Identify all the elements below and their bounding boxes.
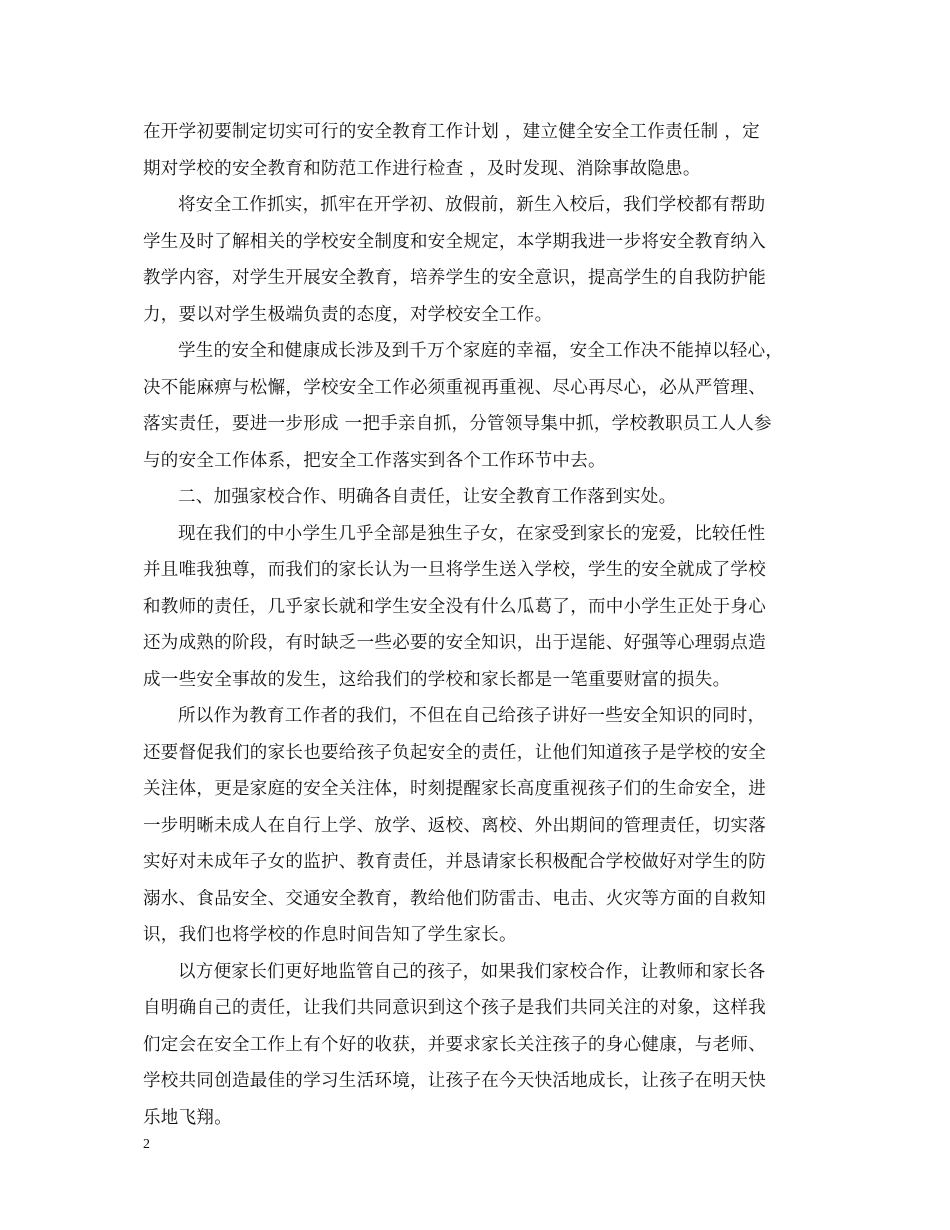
text-line: 成一些安全事故的发生，这给我们的学校和家长都是一笔重要财富的损失。 [143, 669, 731, 690]
text-line: 关注体，更是家庭的安全关注体，时刻提醒家长高度重视孩子们的生命安全，进 [143, 779, 766, 799]
text-line: 识，我们也将学校的作息时间告知了学生家长。 [143, 925, 517, 945]
paragraph-2 [143, 187, 819, 333]
text-line: 所以作为教育工作者的我们，不但在自己给孩子讲好一些安全知识的同时， [178, 706, 766, 726]
text-line: 还为成熟的阶段，有时缺乏一些必要的安全知识，出于逞能、好强等心理弱点造 [143, 633, 766, 653]
text-line: 落实责任，要进一步形成 一把手亲自抓，分管领导集中抓，学校教职员工人人参 [143, 414, 772, 434]
text-line: 期对学校的安全教育和防范工作进行检查 ，及时发现、消除事故隐患。 [143, 158, 701, 179]
text-line: 决不能麻痹与松懈，学校安全工作必须重视再重视、尽心再尽心，必从严管理、 [143, 377, 766, 398]
text-line: 还要督促我们的家长也要给孩子负起安全的责任，让他们知道孩子是学校的安全 [143, 742, 766, 763]
text-line: 和教师的责任，几乎家长就和学生安全没有什么瓜葛了，而中小学生正处于身心 [143, 596, 766, 617]
paragraph-6 [143, 698, 819, 954]
text-line: 一步明晰未成人在自行上学、放学、返校、离校、外出期间的管理责任，切实落 [143, 815, 766, 836]
text-line: 学校共同创造最佳的学习生活环境，让孩子在今天快活地成长，让孩子在明天快 [143, 1071, 766, 1091]
body-text [143, 114, 819, 1136]
text-line: 将安全工作抓实，抓牢在开学初、放假前，新生入校后，我们学校都有帮助 [178, 195, 766, 215]
paragraph-4 [143, 479, 819, 516]
text-line: 在开学初要制定切实可行的安全教育工作计划 ，建立健全安全工作责任制 ，定 [143, 122, 760, 142]
text-line: 教学内容，对学生开展安全教育，培养学生的安全意识，提高学生的自我防护能 [143, 268, 766, 288]
paragraph-5 [143, 516, 819, 699]
text-line: 实好对未成年子女的监护、教育责任，并恳请家长积极配合学校做好对学生的防 [143, 852, 766, 872]
text-line: 们定会在安全工作上有个好的收获，并要求家长关注孩子的身心健康，与老师、 [143, 1034, 766, 1055]
text-line: 力，要以对学生极端负责的态度，对学校安全工作。 [143, 304, 553, 325]
paragraph-3 [143, 333, 819, 479]
paragraph-1 [143, 114, 819, 187]
text-line: 乐地飞翔。 [143, 1107, 232, 1128]
text-line: 现在我们的中小学生几乎全部是独生子女，在家受到家长的宠爱，比较任性 [178, 523, 766, 544]
text-line: 学生的安全和健康成长涉及到千万个家庭的幸福，安全工作决不能掉以轻心， [178, 341, 784, 361]
text-line: 学生及时了解相关的学校安全制度和安全规定，本学期我进一步将安全教育纳入 [143, 231, 766, 252]
text-line: 二、加强家校合作、明确各自责任，让安全教育工作落到实处。 [178, 487, 677, 507]
page-number: 2 [143, 1137, 150, 1152]
text-line: 自明确自己的责任，让我们共同意识到这个孩子是我们共同关注的对象，这样我 [143, 998, 766, 1018]
text-line: 并且唯我独尊，而我们的家长认为一旦将学生送入学校，学生的安全就成了学校 [143, 560, 766, 580]
text-line: 与的安全工作体系，把安全工作落实到各个工作环节中去。 [143, 450, 606, 471]
text-line: 溺水、食品安全、交通安全教育，教给他们防雷击、电击、火灾等方面的自救知 [143, 888, 766, 909]
text-line: 以方便家长们更好地监管自己的孩子，如果我们家校合作，让教师和家长各 [178, 961, 766, 982]
paragraph-7 [143, 954, 819, 1137]
